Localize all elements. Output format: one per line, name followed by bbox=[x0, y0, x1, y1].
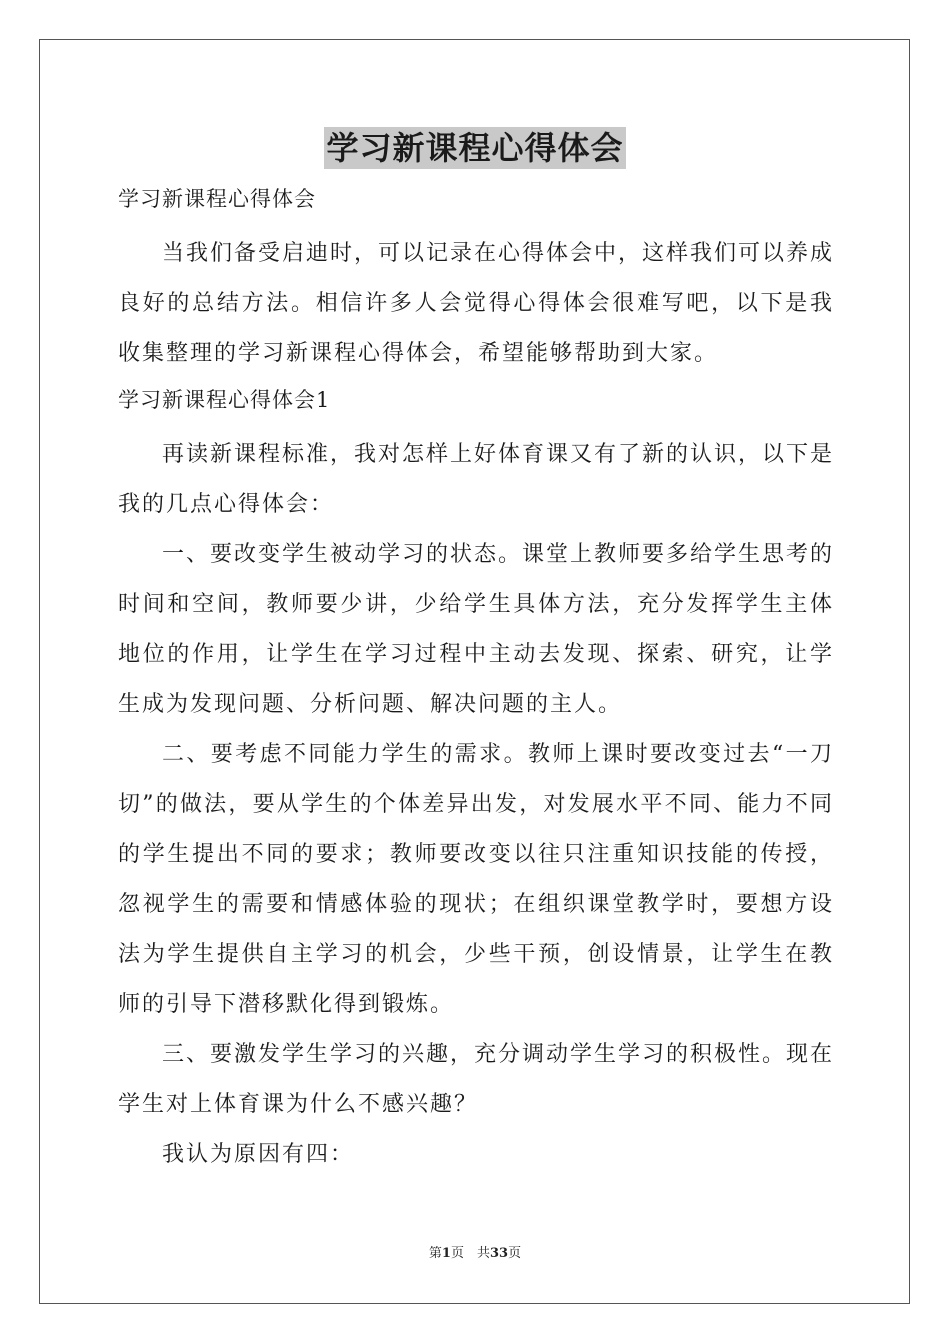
body-paragraph-2: 一、要改变学生被动学习的状态。课堂上教师要多给学生思考的时间和空间，教师要少讲，少给学生具体方法，充分发挥学生主体地位的作用，让学生在学习过程中主动去发现、探索、研究，让学生成为发现问题、分析问题、解决问题的主人。 bbox=[118, 542, 835, 717]
title-container bbox=[0, 127, 950, 169]
page-footer bbox=[0, 1245, 950, 1263]
footer-mid: 页 共 bbox=[450, 1246, 490, 1261]
footer-prefix: 第 bbox=[428, 1246, 442, 1261]
body-paragraph-3: 二、要考虑不同能力学生的需求。教师上课时要改变过去“一刀切”的做法，要从学生的个体差异出发，对发展水平不同、能力不同的学生提出不同的要求；教师要改变以往只注重知识技能的传授，忽视学生的需要和情感体验的现状；在组织课堂教学时，要想方设法为学生提供自主学习的机会，少些干预，创设情景，让学生在教师的引导下潜移默化得到锻炼。 bbox=[118, 742, 834, 1017]
document-title: 学习新课程心得体会 bbox=[326, 129, 624, 167]
body-paragraph-4: 三、要激发学生学习的兴趣，充分调动学生学习的积极性。现在学生对上体育课为什么不感兴趣？ bbox=[118, 1042, 835, 1117]
section-heading: 学习新课程心得体会1 bbox=[118, 388, 331, 412]
document-body bbox=[118, 178, 834, 1180]
body-paragraph-1: 再读新课程标准，我对怎样上好体育课又有了新的认识，以下是我的几点心得体会： bbox=[118, 442, 835, 517]
body-paragraph-5: 我认为原因有四： bbox=[162, 1142, 355, 1167]
subtitle-line: 学习新课程心得体会 bbox=[118, 187, 316, 211]
footer-page-number: 1 bbox=[441, 1246, 451, 1261]
intro-paragraph: 当我们备受启迪时，可以记录在心得体会中，这样我们可以养成良好的总结方法。相信许多人会觉得心得体会很难写吧，以下是我收集整理的学习新课程心得体会，希望能够帮助到大家。 bbox=[118, 241, 835, 366]
footer-suffix: 页 bbox=[508, 1246, 522, 1261]
footer-total-pages: 33 bbox=[489, 1246, 509, 1261]
